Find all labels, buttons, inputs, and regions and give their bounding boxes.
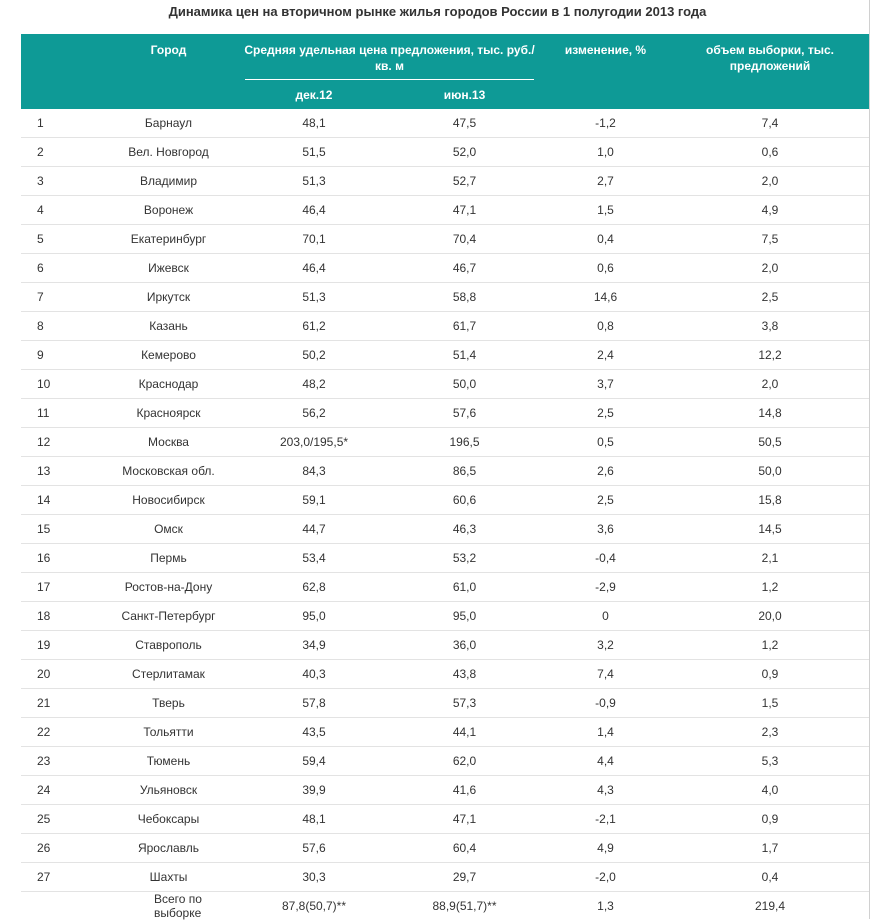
cell-volume: 2,0	[671, 167, 869, 196]
cell-change: -2,1	[540, 805, 671, 834]
cell-jun: 61,7	[389, 312, 540, 341]
cell-number: 27	[21, 863, 98, 892]
table-row	[21, 602, 869, 631]
total-volume: 219,4	[671, 892, 869, 920]
cell-dec: 59,4	[239, 747, 389, 776]
table-row	[21, 254, 869, 283]
cell-city: Чебоксары	[98, 805, 239, 834]
cell-city: Новосибирск	[98, 486, 239, 515]
cell-number: 3	[21, 167, 98, 196]
cell-jun: 60,4	[389, 834, 540, 863]
cell-number: 16	[21, 544, 98, 573]
table-row	[21, 225, 869, 254]
cell-volume: 0,9	[671, 660, 869, 689]
cell-volume: 1,5	[671, 689, 869, 718]
cell-city: Воронеж	[98, 196, 239, 225]
cell-volume: 1,2	[671, 631, 869, 660]
cell-jun: 46,3	[389, 515, 540, 544]
cell-volume: 4,0	[671, 776, 869, 805]
cell-jun: 52,7	[389, 167, 540, 196]
cell-city: Краснодар	[98, 370, 239, 399]
table-row	[21, 370, 869, 399]
cell-number: 14	[21, 486, 98, 515]
cell-jun: 70,4	[389, 225, 540, 254]
cell-jun: 57,3	[389, 689, 540, 718]
header-number-sub	[21, 82, 98, 109]
right-border-line	[869, 0, 870, 919]
cell-number: 1	[21, 109, 98, 138]
cell-jun: 51,4	[389, 341, 540, 370]
cell-change: -0,4	[540, 544, 671, 573]
table-row	[21, 718, 869, 747]
cell-dec: 48,1	[239, 805, 389, 834]
header-change: изменение, %	[540, 34, 671, 82]
cell-volume: 15,8	[671, 486, 869, 515]
cell-city: Барнаул	[98, 109, 239, 138]
cell-number: 5	[21, 225, 98, 254]
cell-jun: 62,0	[389, 747, 540, 776]
cell-number: 7	[21, 283, 98, 312]
cell-change: 3,6	[540, 515, 671, 544]
table-row	[21, 863, 869, 892]
cell-jun: 53,2	[389, 544, 540, 573]
cell-change: 0	[540, 602, 671, 631]
cell-change: -2,0	[540, 863, 671, 892]
table-row	[21, 544, 869, 573]
cell-change: 1,4	[540, 718, 671, 747]
cell-jun: 61,0	[389, 573, 540, 602]
table-row	[21, 399, 869, 428]
cell-number: 26	[21, 834, 98, 863]
table-row	[21, 776, 869, 805]
page-title: Динамика цен на вторичном рынке жилья городов России в 1 полугодии 2013 года	[0, 3, 875, 21]
cell-number: 13	[21, 457, 98, 486]
header-change-sub	[540, 82, 671, 109]
cell-number: 18	[21, 602, 98, 631]
cell-change: 2,7	[540, 167, 671, 196]
cell-dec: 57,8	[239, 689, 389, 718]
total-change: 1,3	[540, 892, 671, 920]
cell-volume: 0,9	[671, 805, 869, 834]
cell-city: Ярославль	[98, 834, 239, 863]
cell-change: -1,2	[540, 109, 671, 138]
cell-number: 24	[21, 776, 98, 805]
cell-volume: 1,2	[671, 573, 869, 602]
table-row	[21, 689, 869, 718]
cell-city: Ставрополь	[98, 631, 239, 660]
table-body	[21, 109, 869, 920]
cell-change: 7,4	[540, 660, 671, 689]
cell-dec: 84,3	[239, 457, 389, 486]
cell-city: Ростов-на-Дону	[98, 573, 239, 602]
cell-change: 3,2	[540, 631, 671, 660]
cell-dec: 53,4	[239, 544, 389, 573]
cell-change: 2,4	[540, 341, 671, 370]
cell-jun: 95,0	[389, 602, 540, 631]
cell-change: 1,5	[540, 196, 671, 225]
table-header	[21, 34, 869, 109]
table-row	[21, 834, 869, 863]
cell-change: 4,9	[540, 834, 671, 863]
cell-dec: 34,9	[239, 631, 389, 660]
table-row	[21, 109, 869, 138]
cell-city: Казань	[98, 312, 239, 341]
cell-volume: 14,8	[671, 399, 869, 428]
table-row	[21, 660, 869, 689]
cell-jun: 58,8	[389, 283, 540, 312]
cell-jun: 57,6	[389, 399, 540, 428]
table-row	[21, 283, 869, 312]
header-volume-sub	[671, 82, 869, 109]
cell-change: -0,9	[540, 689, 671, 718]
cell-dec: 56,2	[239, 399, 389, 428]
cell-volume: 7,5	[671, 225, 869, 254]
table-row	[21, 573, 869, 602]
cell-change: 14,6	[540, 283, 671, 312]
cell-dec: 40,3	[239, 660, 389, 689]
total-number	[21, 892, 98, 920]
cell-city: Санкт-Петербург	[98, 602, 239, 631]
cell-city: Красноярск	[98, 399, 239, 428]
cell-volume: 0,4	[671, 863, 869, 892]
cell-number: 8	[21, 312, 98, 341]
total-dec: 87,8(50,7)**	[239, 892, 389, 920]
cell-number: 9	[21, 341, 98, 370]
cell-dec: 95,0	[239, 602, 389, 631]
cell-change: -2,9	[540, 573, 671, 602]
cell-city: Тюмень	[98, 747, 239, 776]
cell-city: Екатеринбург	[98, 225, 239, 254]
cell-city: Стерлитамак	[98, 660, 239, 689]
cell-volume: 2,0	[671, 370, 869, 399]
price-table	[21, 34, 869, 920]
cell-jun: 29,7	[389, 863, 540, 892]
cell-volume: 14,5	[671, 515, 869, 544]
table-row	[21, 515, 869, 544]
cell-city: Ульяновск	[98, 776, 239, 805]
cell-city: Тольятти	[98, 718, 239, 747]
cell-jun: 86,5	[389, 457, 540, 486]
table-row	[21, 138, 869, 167]
cell-change: 2,5	[540, 399, 671, 428]
cell-volume: 50,5	[671, 428, 869, 457]
table-row	[21, 167, 869, 196]
cell-jun: 36,0	[389, 631, 540, 660]
cell-change: 3,7	[540, 370, 671, 399]
cell-dec: 62,8	[239, 573, 389, 602]
cell-dec: 30,3	[239, 863, 389, 892]
header-number	[21, 34, 98, 82]
cell-dec: 48,1	[239, 109, 389, 138]
cell-city: Омск	[98, 515, 239, 544]
cell-dec: 43,5	[239, 718, 389, 747]
cell-volume: 2,5	[671, 283, 869, 312]
cell-change: 4,4	[540, 747, 671, 776]
table-row	[21, 341, 869, 370]
cell-volume: 0,6	[671, 138, 869, 167]
cell-change: 0,6	[540, 254, 671, 283]
cell-volume: 12,2	[671, 341, 869, 370]
cell-city: Иркутск	[98, 283, 239, 312]
header-dec: дек.12	[239, 82, 389, 109]
cell-number: 25	[21, 805, 98, 834]
cell-change: 0,4	[540, 225, 671, 254]
cell-change: 0,5	[540, 428, 671, 457]
cell-dec: 51,5	[239, 138, 389, 167]
cell-number: 20	[21, 660, 98, 689]
cell-volume: 2,1	[671, 544, 869, 573]
cell-dec: 46,4	[239, 196, 389, 225]
table-row	[21, 457, 869, 486]
cell-jun: 52,0	[389, 138, 540, 167]
header-jun: июн.13	[389, 82, 540, 109]
cell-jun: 60,6	[389, 486, 540, 515]
cell-volume: 1,7	[671, 834, 869, 863]
cell-jun: 47,1	[389, 196, 540, 225]
cell-volume: 50,0	[671, 457, 869, 486]
table-row	[21, 805, 869, 834]
cell-change: 1,0	[540, 138, 671, 167]
cell-number: 12	[21, 428, 98, 457]
cell-number: 2	[21, 138, 98, 167]
cell-jun: 50,0	[389, 370, 540, 399]
cell-change: 2,6	[540, 457, 671, 486]
cell-jun: 41,6	[389, 776, 540, 805]
table-row	[21, 486, 869, 515]
cell-dec: 39,9	[239, 776, 389, 805]
table-row	[21, 747, 869, 776]
price-table-container	[21, 34, 869, 920]
cell-city: Московская обл.	[98, 457, 239, 486]
cell-dec: 57,6	[239, 834, 389, 863]
cell-number: 22	[21, 718, 98, 747]
cell-volume: 4,9	[671, 196, 869, 225]
cell-jun: 196,5	[389, 428, 540, 457]
cell-change: 0,8	[540, 312, 671, 341]
cell-volume: 5,3	[671, 747, 869, 776]
cell-city: Тверь	[98, 689, 239, 718]
cell-jun: 43,8	[389, 660, 540, 689]
cell-volume: 3,8	[671, 312, 869, 341]
cell-dec: 61,2	[239, 312, 389, 341]
table-row	[21, 428, 869, 457]
cell-volume: 2,3	[671, 718, 869, 747]
table-row	[21, 631, 869, 660]
cell-dec: 59,1	[239, 486, 389, 515]
cell-dec: 203,0/195,5*	[239, 428, 389, 457]
cell-dec: 70,1	[239, 225, 389, 254]
cell-jun: 47,1	[389, 805, 540, 834]
cell-city: Ижевск	[98, 254, 239, 283]
cell-dec: 46,4	[239, 254, 389, 283]
cell-jun: 47,5	[389, 109, 540, 138]
table-row	[21, 312, 869, 341]
cell-city: Владимир	[98, 167, 239, 196]
cell-volume: 20,0	[671, 602, 869, 631]
total-row	[21, 892, 869, 920]
table-row	[21, 196, 869, 225]
cell-dec: 48,2	[239, 370, 389, 399]
header-avg-price: Средняя удельная цена предложения, тыс. руб./кв. м	[239, 34, 540, 82]
cell-city: Вел. Новгород	[98, 138, 239, 167]
header-city: Город	[98, 34, 239, 82]
cell-dec: 51,3	[239, 167, 389, 196]
cell-change: 4,3	[540, 776, 671, 805]
cell-change: 2,5	[540, 486, 671, 515]
cell-dec: 50,2	[239, 341, 389, 370]
cell-number: 15	[21, 515, 98, 544]
cell-number: 21	[21, 689, 98, 718]
cell-dec: 51,3	[239, 283, 389, 312]
cell-city: Шахты	[98, 863, 239, 892]
total-label: Всего по выборке	[98, 892, 239, 920]
cell-number: 23	[21, 747, 98, 776]
cell-dec: 44,7	[239, 515, 389, 544]
cell-city: Москва	[98, 428, 239, 457]
cell-jun: 46,7	[389, 254, 540, 283]
cell-number: 4	[21, 196, 98, 225]
cell-number: 6	[21, 254, 98, 283]
cell-volume: 7,4	[671, 109, 869, 138]
cell-number: 11	[21, 399, 98, 428]
cell-city: Кемерово	[98, 341, 239, 370]
cell-number: 17	[21, 573, 98, 602]
cell-volume: 2,0	[671, 254, 869, 283]
total-jun: 88,9(51,7)**	[389, 892, 540, 920]
cell-jun: 44,1	[389, 718, 540, 747]
header-city-sub	[98, 82, 239, 109]
header-volume: объем выборки, тыс. предложений	[671, 34, 869, 82]
cell-number: 10	[21, 370, 98, 399]
cell-city: Пермь	[98, 544, 239, 573]
cell-number: 19	[21, 631, 98, 660]
